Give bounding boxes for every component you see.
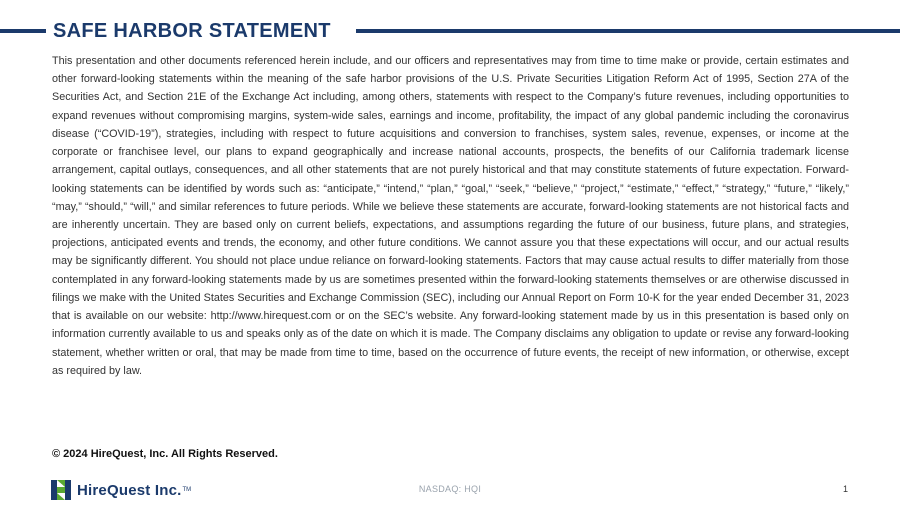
slide-footer	[0, 472, 900, 506]
logo-trademark: TM	[182, 487, 192, 493]
stock-ticker: NASDAQ: HQI	[418, 484, 482, 494]
copyright-notice: © 2024 HireQuest, Inc. All Rights Reserved.	[52, 448, 278, 460]
slide-title: SAFE HARBOR STATEMENT	[53, 20, 331, 42]
page-number: 1	[842, 484, 848, 494]
title-rule-left	[0, 29, 46, 33]
title-bar	[0, 20, 900, 44]
safe-harbor-body: This presentation and other documents referenced herein include, and our officers and representatives may from time to time make or provide, certain estimates and other forward-looking statements within the meaning of the safe harbor provisions of the U.S. Private Securities Litigation Reform Act of 1995, Section 27A of the Securities Act, and Section 21E of the Exchange Act including, among others, statements with respect to the Company’s future revenues, including opportunities to expand revenues without compromising margins, system-wide sales, earnings and income, profitability, the impact of any global pandemic including the coronavirus disease (“COVID-19”), strategies, including with respect to future acquisitions and conversion to franchises, system sales, revenue, expenses, or income at the corporate or franchisee level, our plans to expand geographically and increase national accounts, prospects, the benefits of our California trademark license arrangement, capital outlays, consequences, and all other statements that are not purely historical and that may constitute statements of future expectation. Forward-looking statements can be identified by words such as: “anticipate,” “intend,” “plan,” “goal,” “seek,” “believe,” “project,” “estimate,” “effect,” “strategy,” “future,” “likely,” “may,” “should,” “will,” and similar references to future periods. While we believe these statements are accurate, forward-looking statements are not historical facts and are inherently uncertain. They are based only on current beliefs, expectations, and assumptions regarding the future of our business, future plans, and strategies, projections, anticipated events and trends, the economy, and other future conditions. We cannot assure you that these expectations will occur, and our actual results may be significantly different. You should not place undue reliance on forward-looking statements. Factors that may cause actual results to differ materially from those contemplated in any forward-looking statements made by us are sometimes presented within the forward-looking statements themselves or are otherwise discussed in filings we make with the United States Securities and Exchange Commission (SEC), including our Annual Report on Form 10-K for the year ended December 31, 2023 that is available on our website: http://www.hirequest.com or on the SEC’s website. Any forward-looking statement made by us in this presentation is based only on information currently available to us and speaks only as of the date on which it is made. The Company disclaims any obligation to update or revise any forward-looking statement, whether written or oral, that may be made from time to time, based on the occurrence of future events, the receipt of new information, or otherwise, except as required by law.	[52, 55, 849, 377]
title-rule-right	[356, 29, 900, 33]
logo-wordmark: HireQuest Inc.	[77, 481, 182, 499]
